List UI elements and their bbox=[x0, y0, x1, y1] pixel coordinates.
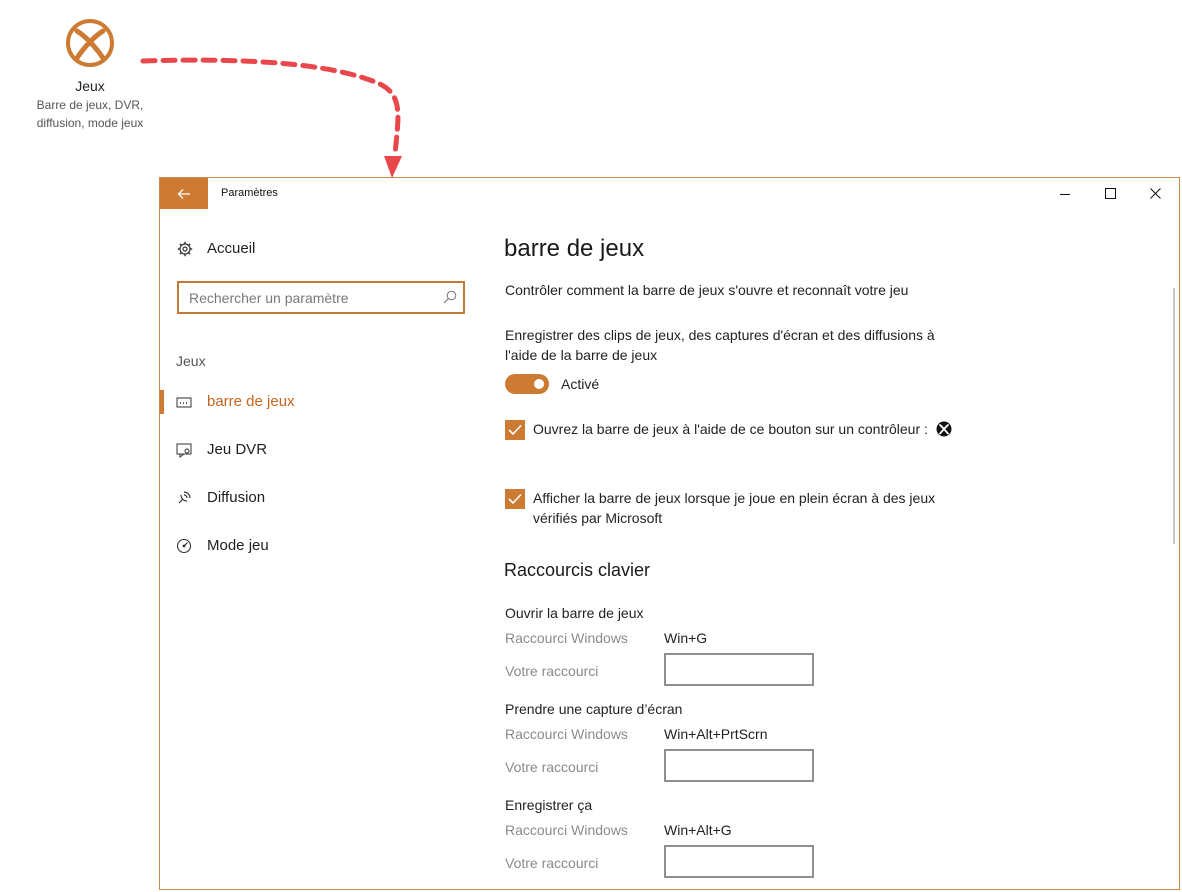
back-arrow-icon bbox=[177, 188, 191, 200]
title-bar bbox=[160, 178, 1179, 209]
shortcut-name: Ouvrir la barre de jeux bbox=[505, 605, 644, 621]
fullscreen-checkbox[interactable] bbox=[505, 489, 525, 509]
tile-subtitle-line1: Barre de jeux, DVR, bbox=[36, 98, 144, 112]
toggle-label: Activé bbox=[561, 376, 600, 392]
record-setting-text: Enregistrer des clips de jeux, des captures d'écran et des diffusions à l'aide de la barre de jeux bbox=[505, 327, 935, 363]
custom-shortcut-input[interactable] bbox=[664, 749, 814, 782]
broadcast-icon bbox=[176, 490, 192, 506]
active-indicator bbox=[160, 390, 164, 414]
xbox-button-icon bbox=[936, 421, 952, 437]
sidebar-item-label: Jeu DVR bbox=[207, 441, 268, 458]
page-title: barre de jeux bbox=[504, 235, 645, 262]
back-button[interactable] bbox=[160, 178, 208, 209]
minimize-button[interactable] bbox=[1042, 178, 1088, 209]
tile-subtitle-line2: diffusion, mode jeux bbox=[36, 116, 144, 130]
close-icon bbox=[1150, 188, 1161, 199]
maximize-icon bbox=[1105, 188, 1116, 199]
checkmark-icon bbox=[508, 424, 522, 436]
minimize-icon bbox=[1060, 189, 1070, 199]
windows-shortcut-label: Raccourci Windows bbox=[505, 630, 628, 646]
windows-shortcut-value: Win+G bbox=[664, 630, 708, 646]
close-button[interactable] bbox=[1132, 178, 1178, 209]
gear-icon bbox=[177, 241, 193, 257]
custom-shortcut-label: Votre raccourci bbox=[505, 855, 599, 871]
sidebar-item-game-mode[interactable] bbox=[160, 532, 460, 560]
search-input[interactable] bbox=[179, 283, 439, 312]
sidebar-item-label: barre de jeux bbox=[207, 393, 295, 410]
shortcuts-title: Raccourcis clavier bbox=[504, 560, 651, 580]
custom-shortcut-input[interactable] bbox=[664, 845, 814, 878]
windows-shortcut-label: Raccourci Windows bbox=[505, 726, 628, 742]
content-scrollbar[interactable] bbox=[1173, 288, 1175, 544]
custom-shortcut-label: Votre raccourci bbox=[505, 663, 599, 679]
record-toggle[interactable] bbox=[505, 374, 549, 394]
maximize-button[interactable] bbox=[1087, 178, 1133, 209]
windows-shortcut-value: Win+Alt+PrtScrn bbox=[664, 726, 768, 742]
window-title: Paramètres bbox=[221, 187, 278, 199]
sidebar-item-label: Diffusion bbox=[207, 489, 266, 506]
custom-shortcut-input[interactable] bbox=[664, 653, 814, 686]
settings-window bbox=[159, 177, 1180, 890]
game-dvr-icon bbox=[176, 442, 192, 458]
shortcut-name: Enregistrer ça bbox=[505, 797, 593, 813]
controller-button-checkbox[interactable] bbox=[505, 420, 525, 440]
search-box bbox=[177, 281, 465, 314]
tile-title: Jeux bbox=[75, 78, 105, 94]
search-icon[interactable] bbox=[443, 290, 457, 304]
windows-shortcut-value: Win+Alt+G bbox=[664, 822, 732, 838]
custom-shortcut-label: Votre raccourci bbox=[505, 759, 599, 775]
controller-button-label bbox=[533, 419, 953, 439]
fullscreen-label: Afficher la barre de jeux lorsque je joue en plein écran à des jeux vérifiés par Microsoft bbox=[533, 490, 936, 526]
sidebar-item-game-bar[interactable] bbox=[160, 388, 460, 416]
toggle-knob bbox=[534, 379, 544, 389]
game-mode-icon bbox=[176, 538, 192, 554]
sidebar-item-broadcast[interactable] bbox=[160, 484, 460, 512]
windows-shortcut-label: Raccourci Windows bbox=[505, 822, 628, 838]
checkmark-icon bbox=[508, 493, 522, 505]
home-label: Accueil bbox=[207, 240, 256, 257]
sidebar-home[interactable] bbox=[177, 240, 255, 257]
sidebar-section-label: Jeux bbox=[176, 353, 206, 369]
page-description: Contrôler comment la barre de jeux s'ouvre et reconnaît votre jeu bbox=[505, 282, 909, 298]
shortcut-name: Prendre une capture d’écran bbox=[505, 701, 683, 717]
controller-button-text: Ouvrez la barre de jeux à l'aide de ce bouton sur un contrôleur : bbox=[533, 421, 928, 437]
sidebar-item-label: Mode jeu bbox=[207, 537, 269, 554]
sidebar-item-game-dvr[interactable] bbox=[160, 436, 460, 464]
game-bar-icon bbox=[176, 394, 192, 410]
